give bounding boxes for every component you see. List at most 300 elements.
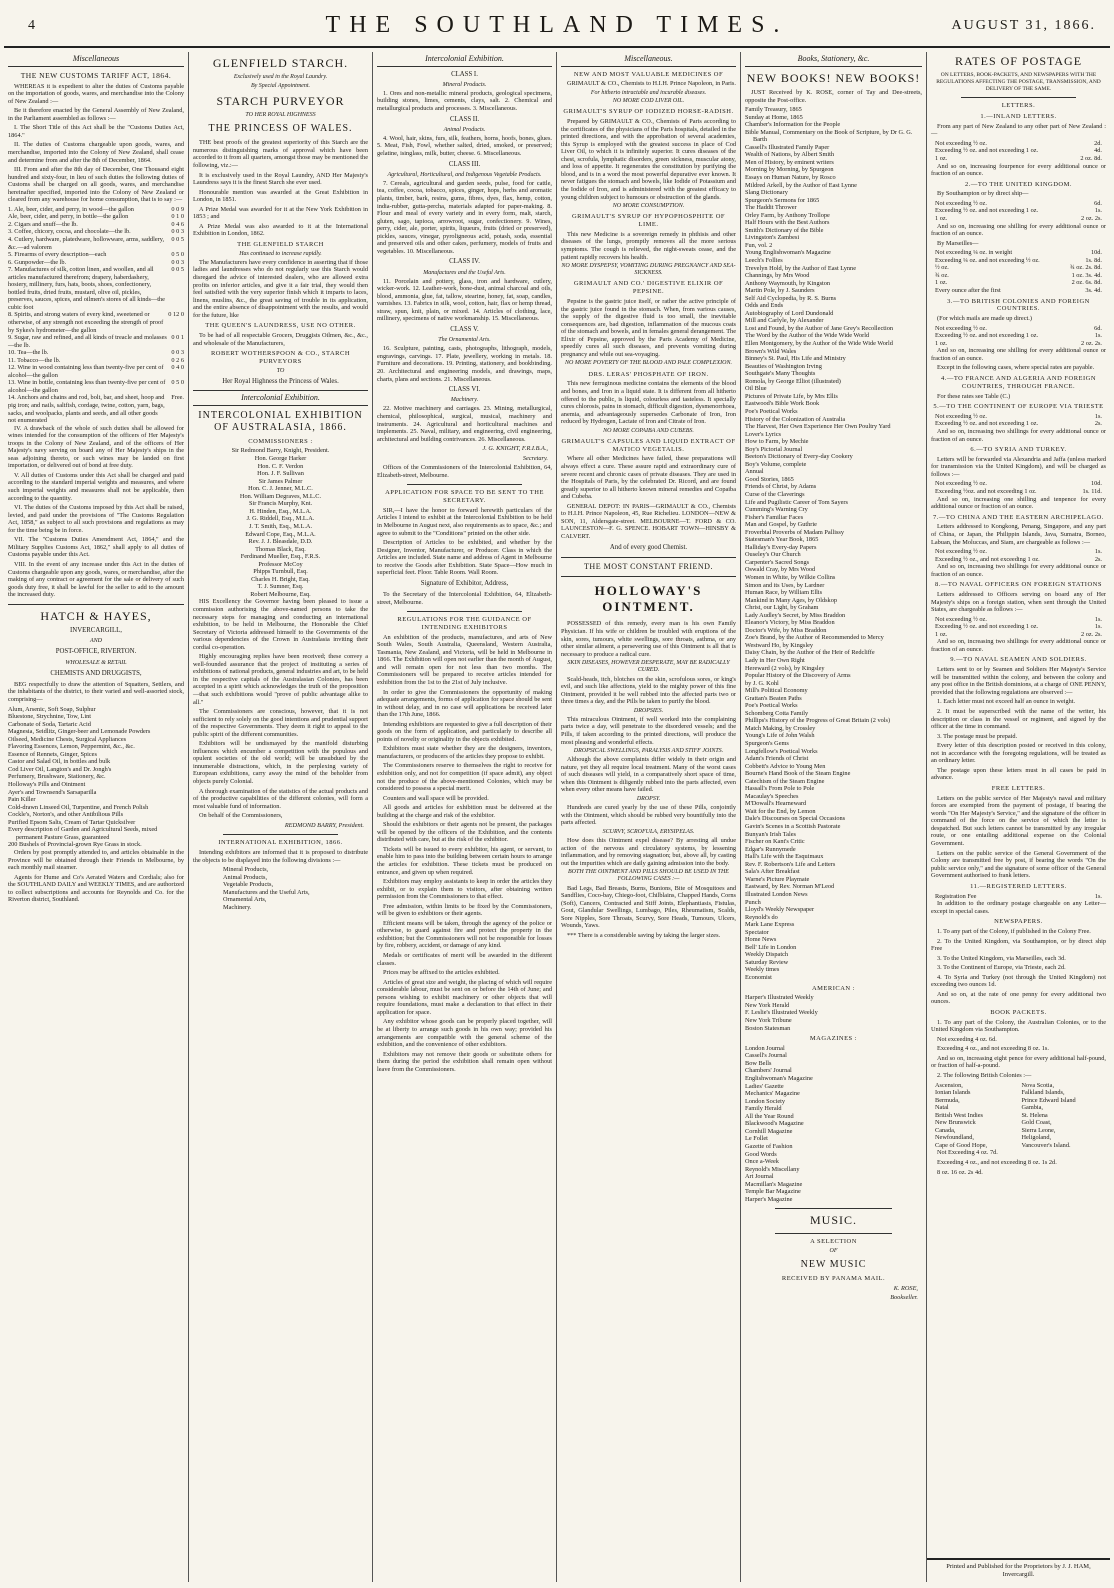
subhead-3: NO MORE DYSPEPSY, VOMITING DURING PREGNANCY AND SEA-SICKNESS. (561, 263, 736, 277)
colony-name: Vancouver's Island. (1021, 1141, 1071, 1149)
starch-title: GLENFIELD STARCH. (212, 56, 349, 70)
rate-value: 3s. 4d. (1085, 286, 1102, 294)
column-4 (556, 52, 740, 1582)
american-item: F. Leslie's Illustrated Weekly (745, 1009, 818, 1017)
book-item: Oswald Cray, by Mrs Wood (745, 566, 816, 574)
regulation-paragraph: Intending exhibitors are requested to give a full description of their goods on the form of application, and particularly to describe all points of novelty or originality in the objects exhibited. (377, 720, 552, 743)
postage-section-heading: 2.—TO THE UNITED KINGDOM. (964, 180, 1073, 188)
tariff-paragraph: WHEREAS it is expedient to alter the duties of Customs payable on the importation of goods, wares, and merchandise into the Colony of New Zealand :— (8, 82, 184, 105)
newspaper-rate: 4. To Syria and Turkey (not through the United Kingdom) not exceeding two ounces 1d. (931, 973, 1106, 989)
magazine-item: Mechanics' Magazine (745, 1090, 800, 1098)
book-item: Phillips's History of the Progress of Great Britain (2 vols) (745, 717, 891, 725)
rate-label: 3. Coffee, chicory, cocoa, and chocolate—the lb. (8, 228, 131, 236)
stock-item: Carbonate of Soda, Tartaric Acid (8, 720, 91, 728)
hatch-title: HATCH & HAYES, (40, 608, 152, 623)
rate-row (935, 623, 1102, 631)
stock-item: Magnesia, Seidlitz, Ginger-beer and Lemonade Powders (8, 728, 151, 736)
postage-paragraph: Letters on the public service of Her Majesty's naval and military forces are exempted from the payment of postage, if bearing the words "On Her Majesty's Service," and the signature of the officer in command of the force on the service of which the letter is despatched. But such letters cannot be transmitted by any irregular route, or one entailing additional expense on the Colonial Government. (931, 794, 1106, 847)
postage-paragraph: And so on, increasing fourpence for every additional ounce or fraction of an ounce. (931, 162, 1106, 178)
stock-item: Cold-drawn Linseed Oil, Turpentine, and French Polish (8, 803, 149, 811)
book-item: Orley Farm, by Anthony Trollope (745, 211, 830, 219)
music-title: MUSIC. (809, 1213, 857, 1228)
rate-table (931, 325, 1106, 348)
rate-row (8, 379, 184, 394)
section-header: Miscellaneous. (561, 52, 736, 67)
rate-label: ¾ oz. (935, 271, 949, 279)
rate-value: 0 0 3 (171, 228, 184, 236)
rate-label: 1 oz. (935, 154, 948, 162)
division-item: Manufactures and the Useful Arts, (223, 888, 310, 896)
book-item: Curse of the Claverings (745, 490, 805, 498)
rate-value: 10d. (1090, 480, 1102, 488)
class-name: CLASS III. (448, 160, 481, 168)
book-item: Mark Lane Express (745, 921, 795, 929)
postage-paragraph: And so on, increasing two shillings for every additional ounce or fraction of an ounce. (931, 427, 1106, 443)
rate-table (931, 200, 1106, 223)
division-item: Animal Products, (223, 873, 268, 881)
stock-item: Cod Liver Oil, Langton's and Dr. Jongh's (8, 765, 112, 773)
stock-item: Flavoring Essences, Lemon, Peppermint, &c., &c. (8, 743, 135, 751)
column-2 (188, 52, 372, 1582)
regulation-paragraph: An exhibition of the products, manufactures, and arts of New South Wales, South Australia, Queensland, Western Australia, Tasmania, New Zealand, and Victoria, will be held in Melbourne in 1866. The Exhibition will open not earlier than the month of August, and will remain open for not less than two months. The Commissioners will be prepared to receive articles intended for exhibition from the 1st to the 21st of July inclusive. (377, 633, 552, 686)
book-item: Bunyan's Irish Tales (745, 830, 796, 838)
starch-paragraph: A Prize Medal was also awarded to it at the International Exhibition in London, 1862. (193, 222, 368, 238)
rate-row (935, 140, 1102, 148)
rate-label: 2. Cigars and snuff—the lb. (8, 220, 78, 228)
rate-table (931, 140, 1106, 163)
starch-paragraph: Honourable mention was awarded at the Great Exhibition in London, in 1851. (193, 188, 368, 204)
american-item: New York Tribune (745, 1016, 792, 1024)
holloway-para-6: How does this Ointment expel disease? By arresting all undue action of the nervous and circulatory systems, by lessening inflammation, and by removing stagnation; but, above all, by casting out the impurities which are daily gaining admission into the body. (561, 837, 736, 867)
rate-row (935, 272, 1102, 280)
book-item: Southgate's Many Thoughts (745, 370, 816, 378)
rate-label: Exceeding ¼ oz. and not exceeding ½ oz. (935, 256, 1040, 264)
rate-value: 2 oz. 2s. (1081, 630, 1102, 638)
postage-paragraph: Letters addressed to Kongkong, Penang, Singapore, and any part of China, or Japan, the Philippin Islands, Java, Sumatra, Borneo, Labuan, the Moluccas, and Siam, are chargeable as follows :— (931, 523, 1106, 546)
class-title: The Ornamental Arts. (438, 337, 491, 344)
book-item: Annual (745, 468, 764, 476)
magazine-item: Macmillan's Magazine (745, 1180, 803, 1188)
rate-value: 2 oz. 2s. (1081, 339, 1102, 347)
postage-section-heading: BOOK PACKETS. (990, 1008, 1047, 1016)
book-item: Hereward (2 vols), by Kingsley (745, 664, 825, 672)
rate-value: Free. (171, 394, 184, 402)
colony-name: Ascension, (935, 1081, 963, 1089)
postage-section-heading: 4.—TO FRANCE AND ALGERIA AND FOREIGN COUNTRIES, THROUGH FRANCE. (940, 374, 1097, 390)
starch-subhead: THE GLENFIELD STARCH (237, 240, 324, 248)
subhead-3b: GRIMAULT AND CO.' DIGESTIVE ELIXIR OF PEPSINE. (573, 280, 724, 296)
rate-value: 1s. (1094, 207, 1102, 215)
book-item: Morning by Morning, by Spurgeon (745, 166, 834, 174)
subhead-4: NO MORE POVERTY OF THE BLOOD AND PALE COMPLEXION. (565, 360, 732, 367)
postage-paragraph: Letters on the public service of the General Government of the Colony are transmitted free by post, if bearing the words "On the public service only," and the signature of some officer of the General Government authorised to frank letters. (931, 849, 1106, 880)
book-packet-rate: 1. To any part of the Colony, the Australian Colonies, or to the United Kingdom via Southampton. (931, 1018, 1106, 1034)
book-item: Illustrated London News (745, 890, 808, 898)
application-title: APPLICATION FOR SPACE TO BE SENT TO THE SECRETARY. (385, 489, 544, 505)
rate-value: 0 0 3 (171, 258, 184, 266)
regulation-paragraph: Counters and wall space will be provided. (383, 794, 489, 802)
subhead-5b: GRIMAULT'S CAPSULES AND LIQUID EXTRACT OF MATICO VEGETALIS. (561, 437, 736, 453)
regulation-paragraph: Should the exhibitors or their agents not be present, the packages will be opened by the officers of the Exhibition, and the contents distributed with care, but at the risk of the exhibitor. (377, 821, 552, 844)
divisions-list (193, 866, 368, 911)
magazines-heading: MAGAZINES : (809, 1035, 858, 1043)
rate-row (8, 251, 184, 259)
postage-paragraph: And so on, increasing two shillings for every additional ounce or fraction of an ounce. (931, 563, 1106, 578)
hatch-chem: CHEMISTS AND DRUGGISTS, (50, 669, 142, 677)
postage-section-heading: NEWSPAPERS. (994, 918, 1043, 926)
rate-label: Exceeding ½ oz., and not exceeding 1 oz. (935, 555, 1040, 563)
postage-paragraph: In addition to the ordinary postage chargeable on any Letter—except in special cases. (931, 900, 1106, 915)
regulation-paragraph: Free admission, within limits to be fixed by the Commissioners, will be given to exhibitors or their agents. (377, 902, 552, 918)
book-item: Daisy Chain, by the Author of the Heir of Redcliffe (745, 649, 875, 657)
book-item: Lover's Lyrics (745, 430, 781, 438)
book-item: Doctor's Wife, by Miss Braddon (745, 626, 827, 634)
book-item: Mankind in Many Ages, by Oldskop (745, 596, 838, 604)
book-item: Economist (745, 973, 772, 981)
book-item: Young Englishwoman's Magazine (745, 249, 831, 257)
stock-item: Bluestone, Strychnine, Tow, Lint (8, 713, 91, 721)
rate-row (8, 213, 184, 221)
hatch-stock-list (8, 706, 184, 849)
holloway-para-1: POSSESSED of this remedy, every man is his own Family Physician. If his wife or children be troubled with eruptions of the skin, sores, tumours, white swellings, sore throats, asthma, or any other similar ailment, a persevering use of this Ointment is all that is necessary to produce a radical cure. (561, 620, 736, 658)
rate-row (935, 147, 1102, 155)
colony-name: Cape of Good Hope, (935, 1141, 988, 1149)
rate-label: Not exceeding ½ oz. (935, 139, 987, 147)
rate-label: 12. Wine in wood containing less than twenty-five per cent of alcohol—the gallon (8, 364, 164, 379)
book-item: Lady Audley's Secret, by Miss Braddon (745, 611, 846, 619)
rate-value: 6d. (1094, 324, 1102, 332)
book-item: Pictures of Private Life, by Mrs Ellis (745, 392, 838, 400)
rate-table (931, 249, 1106, 294)
exhibition-notice (193, 598, 368, 819)
starch-paragraph: A Prize Medal was awarded for it at the New York Exhibition in 1853 ; and (193, 205, 368, 221)
colony-name: Sierra Leone, (1021, 1126, 1056, 1134)
magazine-item: Family Herald (745, 1105, 782, 1113)
music-new: NEW MUSIC (800, 1258, 867, 1270)
rate-row (8, 266, 184, 311)
commissioners-offices: Offices of the Commissioners of the Intercolonial Exhibition, 64, Elizabeth-street, Melbourne. (377, 464, 552, 479)
stock-item: Perfumery, Brushware, Stationery, &c. (8, 773, 106, 781)
regulation-paragraph: Medals or certificates of merit will be awarded in the different classes. (377, 952, 552, 967)
rate-label: 1. Ale, beer, cider, and perry, in wood—the gallon (8, 205, 134, 213)
magazine-item: Englishwoman's Magazine (745, 1075, 813, 1083)
magazine-item: Once a-Week (745, 1158, 779, 1166)
magazine-item: Harper's Magazine (745, 1195, 793, 1203)
starch-purveyor: STARCH PURVEYOR (216, 93, 345, 108)
book-item: The Harvest, Her Own Experience Her Own Poultry Yard (745, 423, 891, 431)
book-item: Westward Ho, by Kingsley (745, 641, 814, 649)
application-signature: Signature of Exhibitor, Address, (420, 579, 509, 587)
rate-value: 2 oz. 6s. 8d. (1071, 279, 1102, 287)
magazine-item: Chambers' Journal (745, 1067, 792, 1075)
exhibition-classes (377, 71, 552, 444)
starch-appointment: By Special Appointment. (250, 82, 311, 89)
tariff-clause: VIII. In the event of any increase under this Act in the duties of Customs chargeable upon any goods, wares, or merchandise, after the making of any contract or agreement for the sale or delivery of such goods duty free, it shall be lawful for the seller to add to the amount the increased duty. (8, 560, 184, 599)
rate-value: 1s. (1094, 548, 1102, 556)
book-item: Human Race, by William Ellis (745, 589, 823, 597)
class-title: Mineral Products. (442, 81, 487, 88)
tariff-paragraph: III. From and after the 8th day of December, One Thousand eight hundred and sixty-four, in lieu of such duties the following duties of Customs shall be charged on all goods, wares, and merchandise hereinafter specified, imported into the Colony of New Zealand or cleared from any warehouse for home consumption, that is to say :— (8, 166, 184, 204)
rate-value: 1s. 11d. (1082, 488, 1102, 496)
commissioners-heading: COMMISSIONERS : (248, 437, 313, 445)
book-item: Anthony Waymouth, by Kingston (745, 279, 831, 287)
masthead (4, 4, 1110, 48)
magazine-item: Good Words (745, 1150, 777, 1158)
international-title: INTERNATIONAL EXHIBITION, 1866. (218, 839, 343, 847)
rate-label: 1 oz. (935, 215, 948, 223)
rate-label: Not exceeding ½ oz. (935, 615, 987, 623)
rate-label: Not exceeding ½ oz. (935, 548, 987, 556)
rate-value: 0 5 0 (171, 251, 184, 259)
starch-body (193, 139, 368, 238)
magazine-item: London Journal (745, 1044, 785, 1052)
class-title: Agricultural, Horticultural, and Indigenous Vegetable Products. (387, 171, 542, 178)
starch-used: Exclusively used in the Royal Laundry. (233, 74, 328, 81)
stock-item: Purified Epsom Salts, Cream of Tartar Quicksilver (8, 818, 136, 826)
postage-sections (931, 113, 1106, 1176)
newspaper-rate: 3. To the United Kingdom, via Marseilles, each 3d. (937, 954, 1066, 962)
colony-name: Heligoland, (1021, 1134, 1052, 1142)
rate-label: 1 oz. (935, 339, 948, 347)
tariff-clause: IV. A drawback of the whole of such duties shall be allowed for wines intended for the consumption of the officers of Her Majesty's troops in the Colony of New Zealand, and of the officers of Her Majesty's navy serving on board any of Her Majesty's ships in the seas adjoining thereto, or such wines may be landed on first importation, or delivered out of bond at free duty. (8, 424, 184, 470)
book-item: Fun, vol. 2 (745, 241, 773, 249)
book-item: Warne's Picture Playmate (745, 875, 810, 883)
class-name: CLASS V. (450, 326, 479, 333)
rate-label: 9. Sugar, raw and refined, and all kinds of treacle and molasses—the lb. (8, 334, 167, 349)
magazine-item: Le Follet (745, 1135, 768, 1143)
starch-paragraph: The Manufacturers have every confidence in asserting that if those ladies and laundresses who do not regularly use this Starch would disregard the advice of interested dealers, who are allowed extra profits on inferior articles, and give it a fair trial, they would then feel satisfied with the very superior finish which it imparts to laces, linens, muslins, &c., the great saving of trouble in its application, and the entire absence of disappointment with the results, and would for the future, like (193, 258, 368, 319)
book-item: Man and Gospel, by Guthrie (745, 521, 817, 529)
postage-title: RATES OF POSTAGE (954, 54, 1083, 68)
division-item: Vegetable Products, (223, 881, 274, 889)
rate-label: ½ oz. (935, 264, 949, 272)
class-items: 1. Ores and non-metallic mineral products, geological specimens, building stones, limes, cements, clays, salt. 2. Chemical and metallurgical products and processes. 3. Miscellaneous. (377, 89, 552, 113)
book-item: Catechism of the Steam Engine (745, 777, 825, 785)
rate-value: 0 4 6 (171, 220, 184, 228)
rate-label: Not exceeding ½ oz. (935, 412, 987, 420)
rate-value: 2s. (1094, 420, 1102, 428)
music-signature: K. ROSE, (893, 1284, 918, 1292)
holloway-para-5: Hundreds are cured yearly by the use of these Pills, conjointly with the Ointment, which should be rubbed very bountifully into the parts affected. (561, 804, 736, 827)
starch-paragraph: It is exclusively used in the Royal Laundry, AND Her Majesty's Laundress says it is the finest Starch she ever used. (193, 171, 368, 187)
exhibition-title: INTERCOLONIAL EXHIBITION OF AUSTRALASIA, 1866. (198, 409, 363, 433)
american-item: Boston Statesman (745, 1024, 791, 1032)
rate-row (8, 221, 184, 229)
book-item: History of the Colonization of Australia (745, 415, 846, 423)
rate-value: 0 0 1 (171, 334, 184, 342)
commissioner-name: Hon. C. J. Jenner, M.L.C. (248, 485, 313, 493)
letters-heading: LETTERS. (1001, 102, 1036, 110)
book-item: Simon and its Uses, by Lardner (745, 581, 825, 589)
starch-maker: ROBERT WOTHERSPOON & CO., STARCH PURVEYORS (210, 350, 351, 365)
rate-row (935, 325, 1102, 333)
postage-paragraph: For these rates see Table (C.) (937, 392, 1011, 400)
column-6 (926, 52, 1110, 1582)
regulation-item: 1. Each letter must not exceed half an ounce in weight. (937, 698, 1076, 706)
regulation-paragraph: Any exhibitor whose goods can be properly placed together, will be at liberty to arrange such goods in his own way; provided his arrangements are compatible with the general scheme of the exhibition, and the convenience of other exhibitors. (377, 1018, 552, 1049)
para-3: Pepsine is the gastric juice itself, or rather the active principle of the gastric juice found in the stomach. When, from various causes, the supply of the digestive fluid is too small, the inevitable consequences are, bad digestion, inflammation of the mucous coats of the stomach and bowels, and in females general derangement. The Elixir of Pepsine, approved by the Paris Academy of Medicine, speedily cures all such diseases, and prevents vomiting during pregnancy and while out sea-voyaging. (561, 298, 736, 358)
rate-row (935, 249, 1102, 257)
rate-row (935, 413, 1102, 421)
class-name: CLASS IV. (449, 258, 480, 266)
colony-name: Falkland Islands, (1021, 1089, 1065, 1097)
starch-slogan: THE QUEEN'S LAUNDRESS, USE NO OTHER. (205, 322, 356, 330)
book-item: Mill's Political Economy (745, 687, 808, 695)
rate-label: Exceeding ½ oz. and not exceeding 1 oz. (935, 207, 1039, 215)
section-header: Books, Stationery, &c. (745, 52, 922, 67)
rate-row (935, 287, 1102, 295)
rate-value: 0 2 6 (171, 356, 184, 364)
book-item: Home News (745, 936, 777, 944)
magazine-item: Reynold's Miscellany (745, 1165, 800, 1173)
rate-row (8, 259, 184, 267)
postage-paragraph: The postage upon these letters must in all cases be paid in advance. (931, 766, 1106, 782)
rate-row (935, 340, 1102, 348)
book-item: Oil Blue (745, 385, 767, 393)
holloway-sub-6: BOTH THE OINTMENT AND PILLS SHOULD BE USED IN THE FOLLOWING CASES :— (568, 869, 729, 883)
column-1 (4, 52, 188, 1582)
book-item: Cassell's Illustrated Family Paper (745, 143, 830, 151)
commissioner-name: Phipps Turnbull, Esq. (253, 568, 308, 576)
starch-to-2: TO (276, 367, 285, 374)
book-item: Spurgeon's Gems (745, 740, 789, 748)
exhibition-paragraph: The Commissioners are conscious, however, that it is not sufficient to rely solely on the good intentions and prudential support of the respective Governments. They deem it right to appeal to the public spirit of the different communities. (193, 708, 368, 738)
newspaper-rate: 3. To the Continent of Europe, via Trieste, each 2d. (937, 964, 1066, 972)
postage-section-heading: 7.—TO CHINA AND THE EASTERN ARCHIPELAGO. (933, 513, 1104, 521)
colony-name: British West Indies (935, 1111, 984, 1119)
book-packet-rate: Exceeding 4 oz., and not exceeding 8 oz. 1s 2d. (937, 1158, 1057, 1166)
starch-stockists: To be had of all respectable Grocers, Druggists Oilmen, &c., &c., and wholesale of the Manufacturers, (193, 332, 368, 347)
book-item: Boy's Pictorial Journal (745, 445, 803, 453)
postage-section-heading: 5.—TO THE CONTINENT OF EUROPE VIA TRIESTE (933, 403, 1104, 411)
commissioners-list (193, 447, 368, 598)
general-depot: GENERAL DEPOT: IN PARIS—GRIMAULT & CO., Chemists to H.I.H. Prince Napoleon, 45, Rue Richelieu. LONDON—NEW & SON, 11, Aldersgate-street. MELBOURNE—T. FORD & CO. LAUNCESTON—F. G. SPENCE. HOBART TOWN—HINSBY & CALVERT. (561, 502, 736, 540)
rate-label: 13. Wine in bottle, containing less than twenty-five per cent of alcohol—the gallon (8, 379, 166, 394)
colony-name: Bermuda, (935, 1096, 960, 1104)
commissioner-name: Hon. J. F. Sullivan (257, 470, 304, 478)
postage-intro: ON LETTERS, BOOK-PACKETS, AND NEWSPAPERS WITH THE REGULATIONS AFFECTING THE POSTAGE, TRANSMISSION, AND DELIVERY OF THE SAME. (936, 72, 1101, 92)
commissioner-name: Sir Redmond Barry, Knight, President. (231, 447, 330, 455)
book-item: Popular History of the Discovery of Arms (745, 672, 851, 680)
book-item: Dale's Discourses on Special Occasions (745, 815, 846, 823)
rate-value: 2 oz. 8d. (1080, 154, 1102, 162)
magazines-list (745, 1045, 922, 1203)
book-item: Leech's Follies (745, 257, 783, 265)
exhibition-paragraph: Exhibitors will be undismayed by the manifold disturbing influences which encumber a competition with the populous and opulent societies of the old world; will be unsubdued by the innumerable distractions, which, in the perplexing variety of European exhibitions, carry away the mind of the beholder from objects purely Colonial. (193, 740, 368, 785)
rate-label: 10. Tea—the lb. (8, 349, 49, 357)
regulation-paragraph: Efficient means will be taken, through the agency of the police or otherwise, to guard against fire and protect the property in the exhibition; but the Commissioners will not be responsible for losses by fire, robbery, accident, or damage of any kind. (377, 919, 552, 950)
rate-row (935, 200, 1102, 208)
book-item: Reynold's do (745, 913, 778, 921)
tariff-clauses (8, 425, 184, 599)
section-header: Intercolonial Exhibition. (193, 390, 368, 406)
newspaper-page (4, 4, 1110, 1584)
rate-row (935, 332, 1102, 340)
commissioner-name: T. J. Sumner, Esq. (257, 583, 304, 591)
rate-row (8, 236, 184, 251)
rate-value: 1s. (1094, 615, 1102, 623)
book-item: Lost and Found, by the Author of Jane Grey's Recollection (745, 324, 894, 332)
rate-row (8, 334, 184, 349)
class-items: 7. Cereals, agricultural and garden seeds, pulse, food for cattle, tea, coffee, cocoa, tobacco, spices, ginger, hops, herbs and aromatic plants, timber, bark, resins, gums, fibres, dyes, flax, hemp, cotton, india-rubber, gutta-percha, materials adapted for paper-making. 8. Flour and meal of every variety and in every form, malt, starch, gluten, sago, tapioca, arrowroot, sugar, confectionery. 9. Wines, perry, cider, ale, porter, spirits, liqueurs, fruits (dried or preserved), pickles, sauces, vinegar, pyroligneous acid, potash, soda, essential and preserved oils and other cakes, perfumery, models of fruits and vegetables. 10. Miscellaneous. (377, 179, 552, 255)
commissioner-name: Hon. C. F. Verdon (257, 462, 304, 470)
class-name: CLASS II. (449, 115, 480, 123)
book-item: M'Dowall's Hearneward (745, 800, 807, 808)
book-item: Wait for the End, by Lemon (745, 807, 816, 815)
international-body: Intending exhibitors are informed that it is proposed to distribute the objects to be displayed into the following divisions :— (193, 849, 368, 864)
rate-value: 0 0 9 (171, 205, 184, 213)
magazine-item: Bow Bells (745, 1059, 772, 1067)
commissioner-name: Robert Melbourne, Esq. (250, 590, 311, 598)
book-item: Beeton's Dictionary of Every-day Cookery (745, 453, 853, 461)
regulation-paragraph: Prices may be affixed to the articles exhibited. (383, 969, 500, 977)
book-item: Ouseley's Our Church (745, 551, 801, 559)
exhibition-paragraph: On behalf of the Commissioners, (199, 812, 283, 820)
rate-value: 1s. (1094, 412, 1102, 420)
rate-value: 1 oz. 3s. 4d. (1071, 271, 1102, 279)
rate-row (935, 257, 1102, 265)
colony-name: Canada, (935, 1126, 956, 1134)
book-item: Cumming's Warning Cry (745, 506, 808, 514)
rate-value: 0 1 0 (171, 213, 184, 221)
class-title: Machinery. (450, 397, 479, 404)
rate-row (8, 394, 184, 424)
american-item: Harper's Illustrated Weekly (745, 994, 814, 1002)
application-details: Description of Articles to be exhibited, and whether by the Designer, Inventor, Manufacturer, or Producer. Class in which the Articles are included. State name and address of Agent in Melbourne to receive the Goods after Exhibition. State Space—How much in superficial feet. Floor. Table Room. Wall Room. (377, 539, 552, 577)
holloway-sub-2: DROPSIES. (633, 707, 664, 714)
colony-name: Gambia, (1021, 1104, 1044, 1112)
section-header: Miscellaneous (8, 52, 184, 67)
general-depot-tail: And of every good Chemist. (609, 543, 688, 551)
stock-item: 200 Bushels of Provincial-grown Rye Grass in stock. (8, 841, 142, 849)
regulation-paragraph: Exhibitors may employ assistants to keep in order the articles they exhibit, or to explain them to visitors, after obtaining written permission from the Commissioners to that effect. (377, 878, 552, 901)
hatch-place: INVERCARGILL, (70, 627, 122, 635)
book-item: Edgar's Runnymede (745, 845, 796, 853)
book-packet-rate: Not exceeding 4 oz. 6d. (937, 1035, 997, 1043)
postage-paragraph: By Southampton or by direct ship— (937, 190, 1029, 198)
book-item: Beauties of Washington Irving (745, 362, 822, 370)
book-item: Mildred Arkell, by the Author of East Lynne (745, 181, 857, 189)
postage-paragraph: And so on, increasing two shillings for every additional ounce or fraction of an ounce. (931, 638, 1106, 653)
regulation-item: 2. It must be superscribed with the name of the writer, his description or class in the vessel or regiment, and signed by the officer at the time in command. (931, 708, 1106, 731)
rate-row (8, 364, 184, 379)
postage-section-heading: 9.—TO NAVAL SEAMEN AND SOLDIERS. (950, 656, 1087, 664)
book-item: Sala's After Breakfast (745, 868, 800, 876)
rate-table (931, 480, 1106, 495)
book-item: Macaulay's Speeches (745, 792, 799, 800)
book-item: Eastward, by Rev. Norman M'Leod (745, 883, 835, 891)
class-name: CLASS I. (451, 70, 478, 78)
book-item: Cobbett's Advice to Young Men (745, 762, 826, 770)
book-item: Eleanor's Victory, by Miss Braddon (745, 619, 835, 627)
tariff-preamble (8, 83, 184, 204)
magazine-item: Blackwood's Magazine (745, 1120, 804, 1128)
subhead-1b: GRIMAULT'S SYRUP OF IODIZED HORSE-RADISH. (563, 108, 734, 116)
colony-name: Ionian Islands (935, 1089, 971, 1097)
rate-label: Exceeding ½ oz. and not exceeding 1 oz. (935, 420, 1039, 428)
book-item: Hassall's From Pole to Pole (745, 785, 815, 793)
holloway-sub-3: DROPSICAL SWELLINGS, PARALYSIS AND STIFF JOINTS. (573, 748, 724, 755)
hatch-po: POST-OFFICE, RIVERTON. (55, 648, 137, 656)
book-item: Saturday Review (745, 958, 789, 966)
rate-table (931, 548, 1106, 563)
music-selection: A SELECTION (810, 1237, 857, 1245)
rate-table (931, 616, 1106, 639)
book-item: The Haddit Thrower (745, 204, 797, 212)
commissioner-name: H. Hinden, Esq., M.L.A. (249, 507, 312, 515)
subhead-2: NO MORE CONSUMPTION. (612, 203, 685, 210)
book-item: Schomberg Cotta Family (745, 709, 809, 717)
